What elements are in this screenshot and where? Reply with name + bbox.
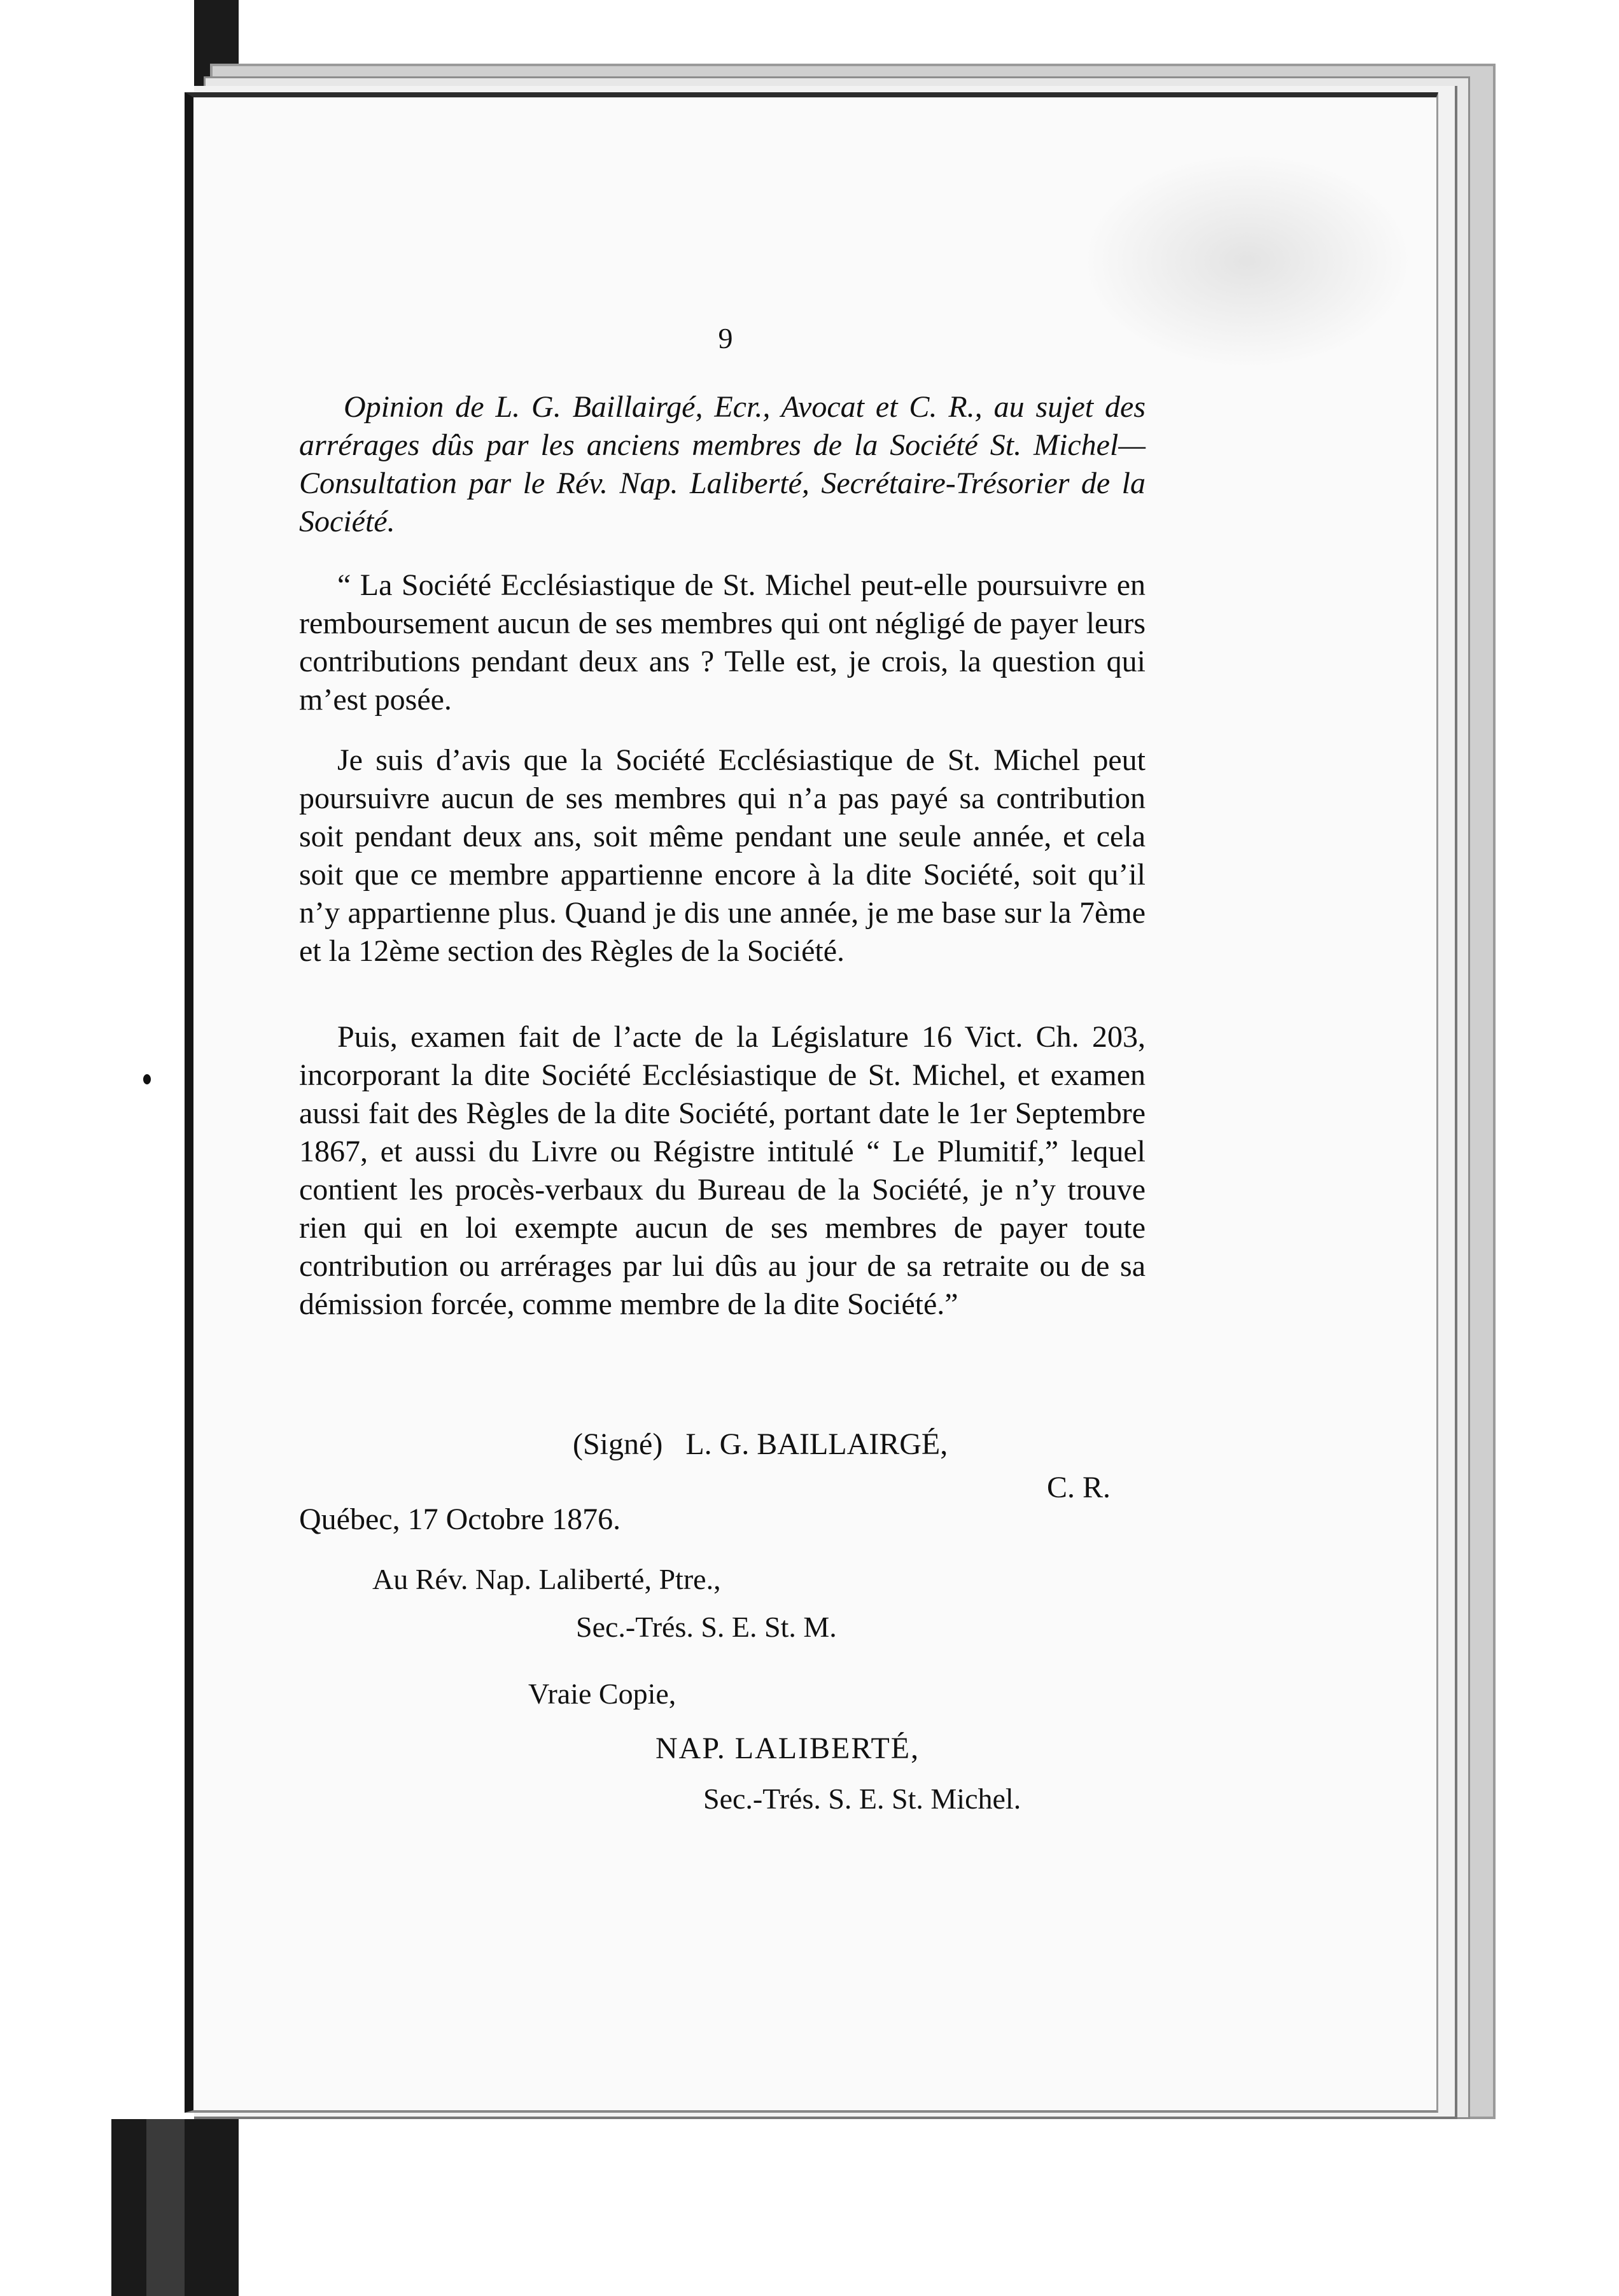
paragraph-opinion: Je suis d’avis que la Société Ecclésiastique de St. Michel peut poursuivre aucun de ses membres qui n’a pas payé sa contribution soit pendant deux ans, soit même pendant une seule année, et cela soit que ce membre appartienne encore à la dite Société, soit qu’il n’y appartienne plus. Quand je dis une année, je me base sur la 7ème et la 12ème section des Règles de la Société. [299, 743, 1146, 968]
paragraph-examination: Puis, examen fait de l’acte de la Législature 16 Vict. Ch. 203, incorporant la dite Société Ecclésiastique de St. Michel, et examen aussi fait des Règles de la dite Société, portant date le 1er Septembre 1867, et aussi du Livre ou Régistre intitulé “ Le Plumitif,” lequel contient les procès-verbaux du Bureau de la Société, je n’y trouve rien qui en loi exempte aucun de ses membres de payer toute contribution ou arrérages par lui dûs au jour de sa retraite ou de sa démission forcée, comme membre de la dite Société.” [299, 1020, 1146, 1321]
certifier-title: Sec.-Trés. S. E. St. Michel. [703, 1782, 1021, 1815]
book-spine-bottom-inner [146, 2119, 185, 2296]
opinion-heading: Opinion de L. G. Baillairgé, Ecr., Avocat et C. R., au sujet des arrérages dûs par les anciens membres de la Société St. Michel—Consultation par le Rév. Nap. Laliberté, Secrétaire-Trésorier de la Société. [299, 390, 1146, 538]
signature-line [573, 1425, 948, 1464]
certifier-name: NAP. LALIBERTÉ, [655, 1732, 920, 1765]
true-copy-label: Vraie Copie, [528, 1677, 676, 1710]
margin-dot [143, 1074, 151, 1084]
addressee-name: Au Rév. Nap. Laliberté, Ptre., [372, 1563, 721, 1595]
signer-title: C. R. [1047, 1471, 1111, 1504]
page-number: 9 [718, 322, 733, 354]
place-and-date: Québec, 17 Octobre 1876. [299, 1502, 621, 1536]
page-stain [1082, 153, 1413, 369]
signer-name: L. G. BAILLAIRGÉ, [685, 1427, 948, 1461]
signed-label: (Signé) [573, 1427, 663, 1461]
paragraph-question: “ La Société Ecclésiastique de St. Michel peut-elle poursuivre en remboursement aucun de ses membres qui ont négligé de payer leurs contributions pendant deux ans ? Telle est, je crois, la question qui m’est posée. [299, 568, 1146, 717]
addressee-title: Sec.-Trés. S. E. St. M. [576, 1611, 837, 1643]
